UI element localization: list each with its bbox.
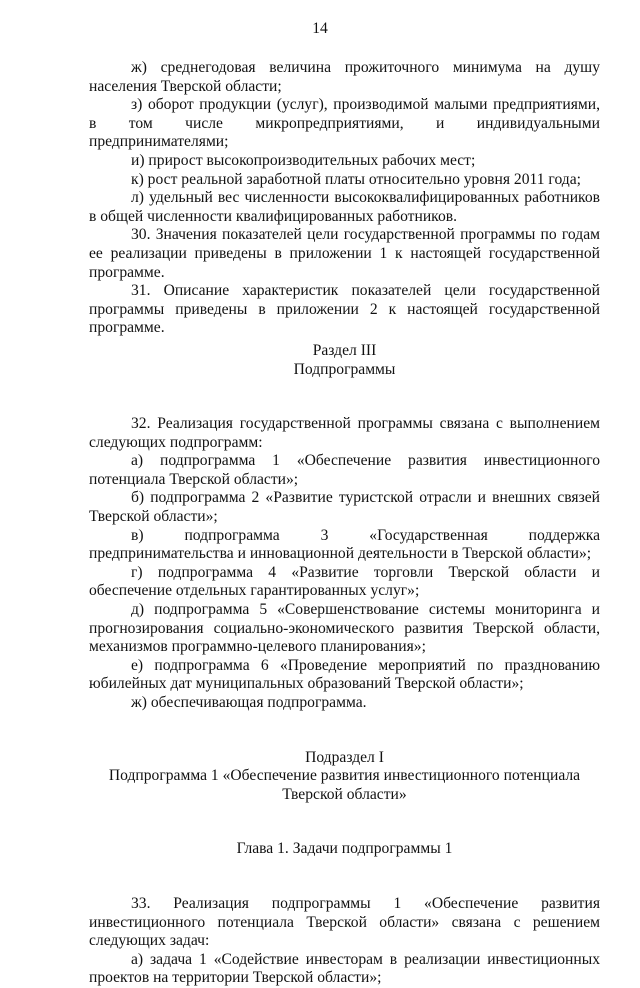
list-item-k: к) рост реальной заработной платы относительно уровня 2011 года; xyxy=(131,170,581,188)
subsection-title-line1: Подпрограмма 1 «Обеспечение развития инвестиционного потенциала xyxy=(108,767,581,785)
subprogram-item-zh: ж) обеспечивающая подпрограмма. xyxy=(131,694,367,711)
chapter-heading: Глава 1. Задачи подпрограммы 1 xyxy=(236,840,453,858)
list-item-i: и) прирост высокопроизводительных рабочих мест; xyxy=(131,151,476,169)
subprogram-item-d: д) подпрограмма 5 «Совершенствование системы мониторинга и прогнозирования социально-экономического развития Тверской области, механизмов программно-целевого планирования»; xyxy=(89,601,600,656)
paragraph-32: 32. Реализация государственной программы связана с выполнением следующих подпрограмм: xyxy=(89,415,600,451)
subprogram-item-v: в) подпрограмма 3 «Государственная поддержка предпринимательства и инновационной деятельности в Тверской области»; xyxy=(89,526,600,563)
paragraph-30: 30. Значения показателей цели государственной программы по годам ее реализации приведены в приложении 1 к настоящей государственной программе. xyxy=(89,226,600,281)
subsection-title-line2: Тверской области» xyxy=(282,785,407,803)
subsection-number: Подраздел I xyxy=(305,748,384,766)
list-item-zh: ж) среднегодовая величина прожиточного минимума на душу населения Тверской области; xyxy=(89,59,600,95)
subprogram-item-e: е) подпрограмма 6 «Проведение мероприятий по празднованию юбилейных дат муниципальных образований Тверской области»; xyxy=(89,656,600,693)
subprogram-item-a: а) подпрограмма 1 «Обеспечение развития инвестиционного потенциала Тверской области»; xyxy=(89,452,600,488)
list-item-z: з) оборот продукции (услуг), производимой малыми предприятиями, в том числе микропредприятиями, и индивидуальными предпринимателями; xyxy=(89,96,600,151)
page-number: 14 xyxy=(312,20,328,37)
paragraph-31: 31. Описание характеристик показателей цели государственной программы приведены в приложении 2 к настоящей государственной программе. xyxy=(89,282,600,337)
section-title: Подпрограммы xyxy=(293,360,396,378)
task-item-a: а) задача 1 «Содействие инвесторам в реализации инвестиционных проектов на территории Тверской области»; xyxy=(89,950,600,987)
list-item-l: л) удельный вес численности высококвалифицированных работников в общей численности квалифицированных работников. xyxy=(89,189,600,225)
document-body xyxy=(89,59,600,988)
subprogram-item-g: г) подпрограмма 4 «Развитие торговли Тверской области и обеспечение отдельных гарантированных услуг»; xyxy=(89,563,600,600)
subprogram-item-b: б) подпрограмма 2 «Развитие туристской отрасли и внешних связей Тверской области»; xyxy=(89,489,600,526)
section-number: Раздел III xyxy=(312,341,377,359)
paragraph-33: 33. Реализация подпрограммы 1 «Обеспечение развития инвестиционного потенциала Тверской области» связана с решением следующих задач: xyxy=(89,894,600,950)
